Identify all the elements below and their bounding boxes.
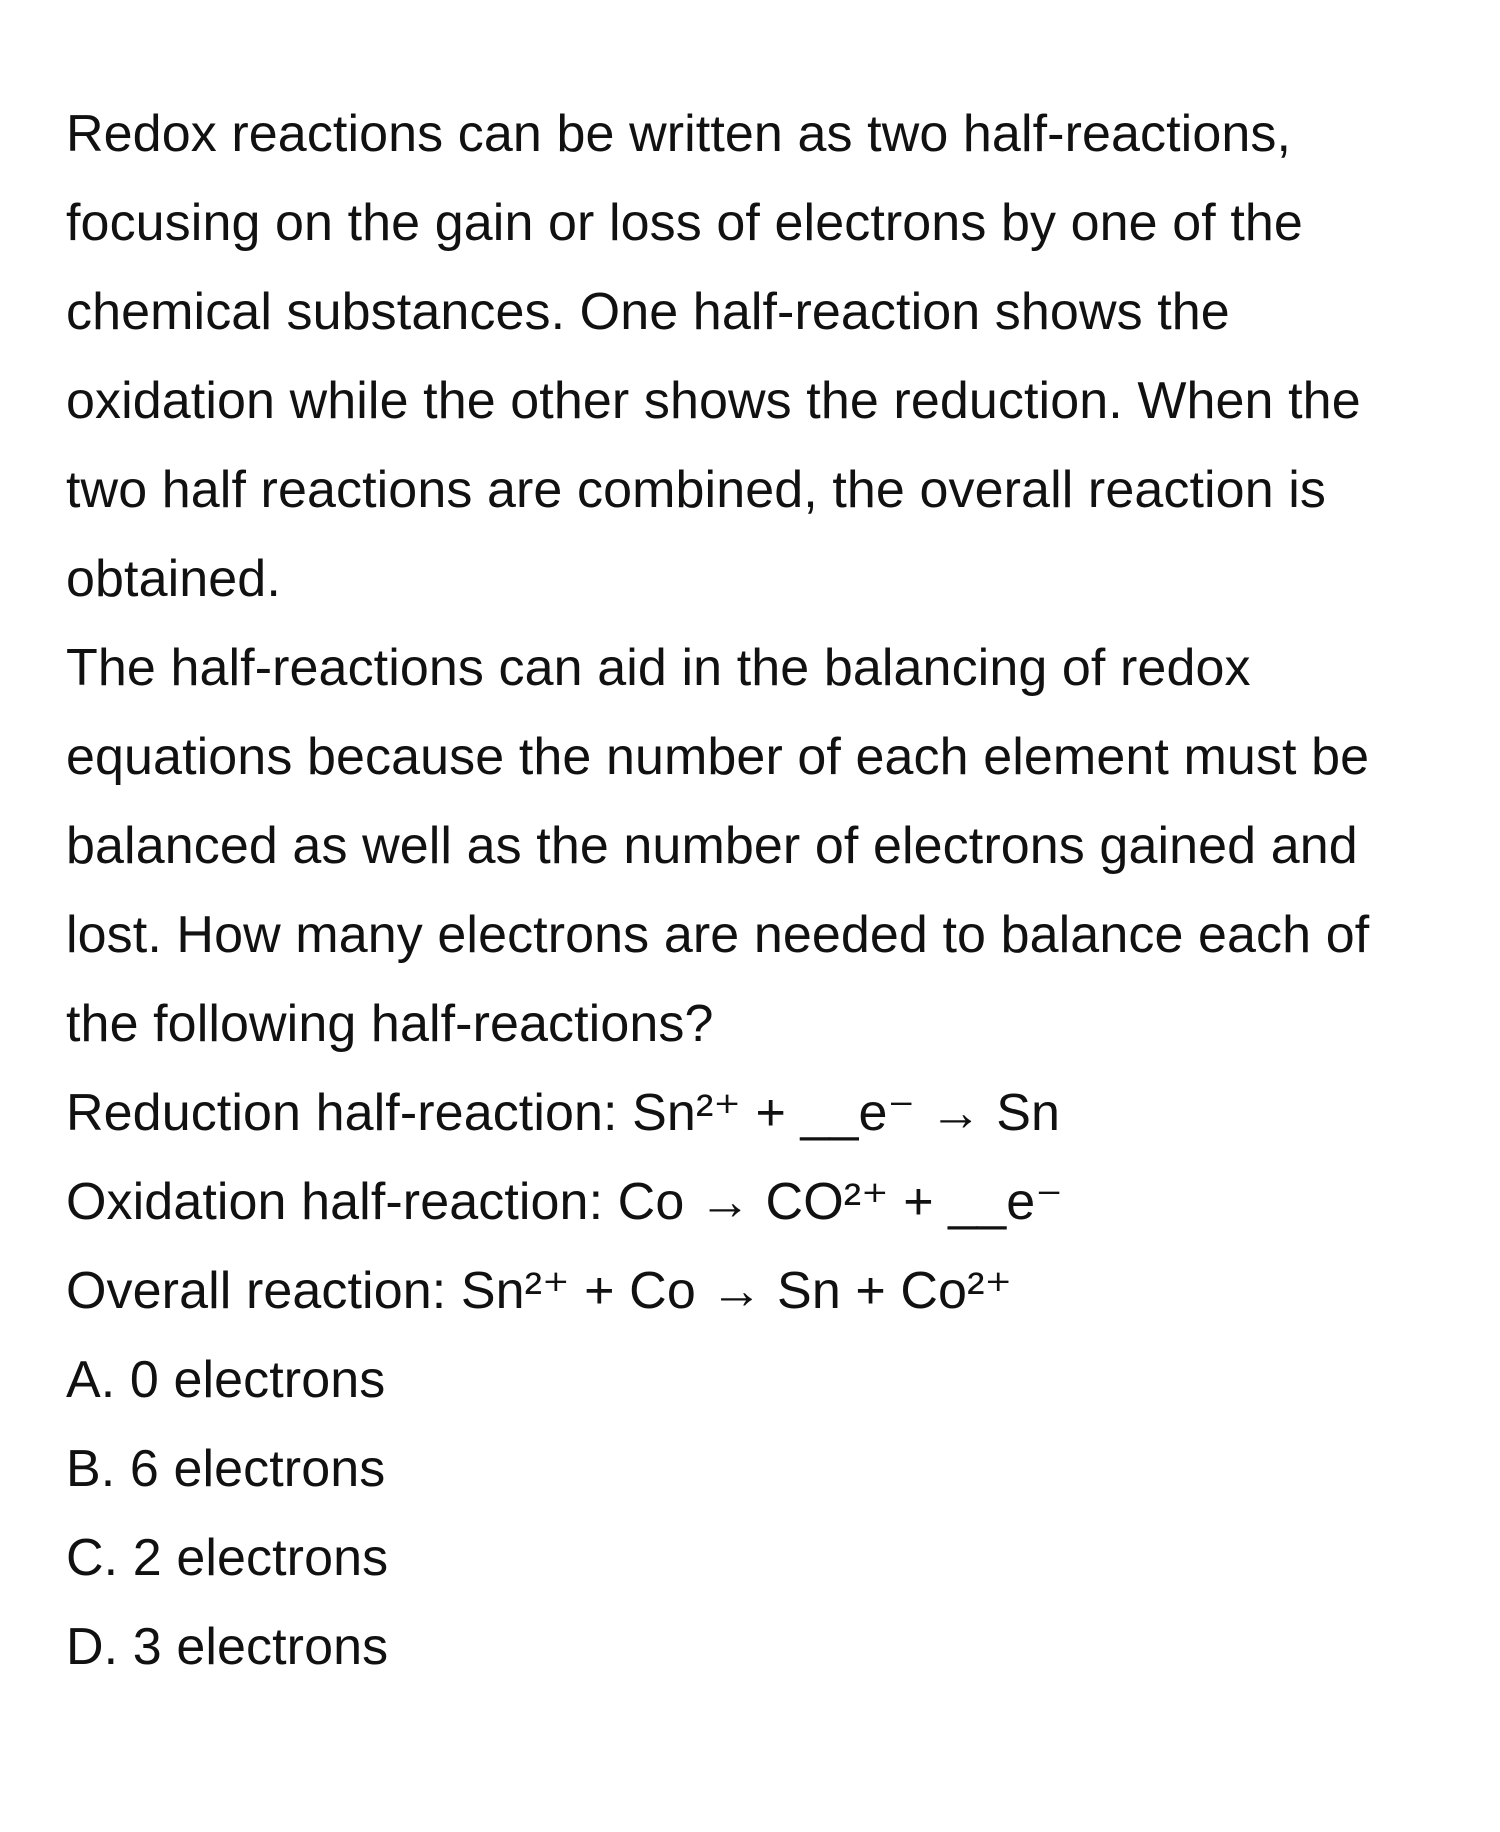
question-document [66, 90, 1446, 1692]
question-paragraph-prompt: The half-reactions can aid in the balancing of redox equations because the number of each element must be balanced as well as the number of electrons gained and lost. How many electrons are needed to balance each of the following half-reactions? [66, 639, 1370, 1053]
overall-reaction: Overall reaction: Sn²⁺ + Co → Sn + Co²⁺ [66, 1262, 1013, 1320]
answer-option-b[interactable]: B. 6 electrons [66, 1440, 386, 1498]
oxidation-half-reaction: Oxidation half-reaction: Co → CO²⁺ + __e⁻ [66, 1173, 1063, 1231]
answer-option-d[interactable]: D. 3 electrons [66, 1618, 389, 1676]
answer-option-a[interactable]: A. 0 electrons [66, 1351, 386, 1409]
answer-option-c[interactable]: C. 2 electrons [66, 1529, 389, 1587]
question-paragraph-intro: Redox reactions can be written as two half-reactions, focusing on the gain or loss of electrons by one of the chemical substances. One half-reaction shows the oxidation while the other shows the reduction. When the two half reactions are combined, the overall reaction is obtained. [66, 105, 1361, 608]
reduction-half-reaction: Reduction half-reaction: Sn²⁺ + __e⁻ → Sn [66, 1084, 1061, 1142]
